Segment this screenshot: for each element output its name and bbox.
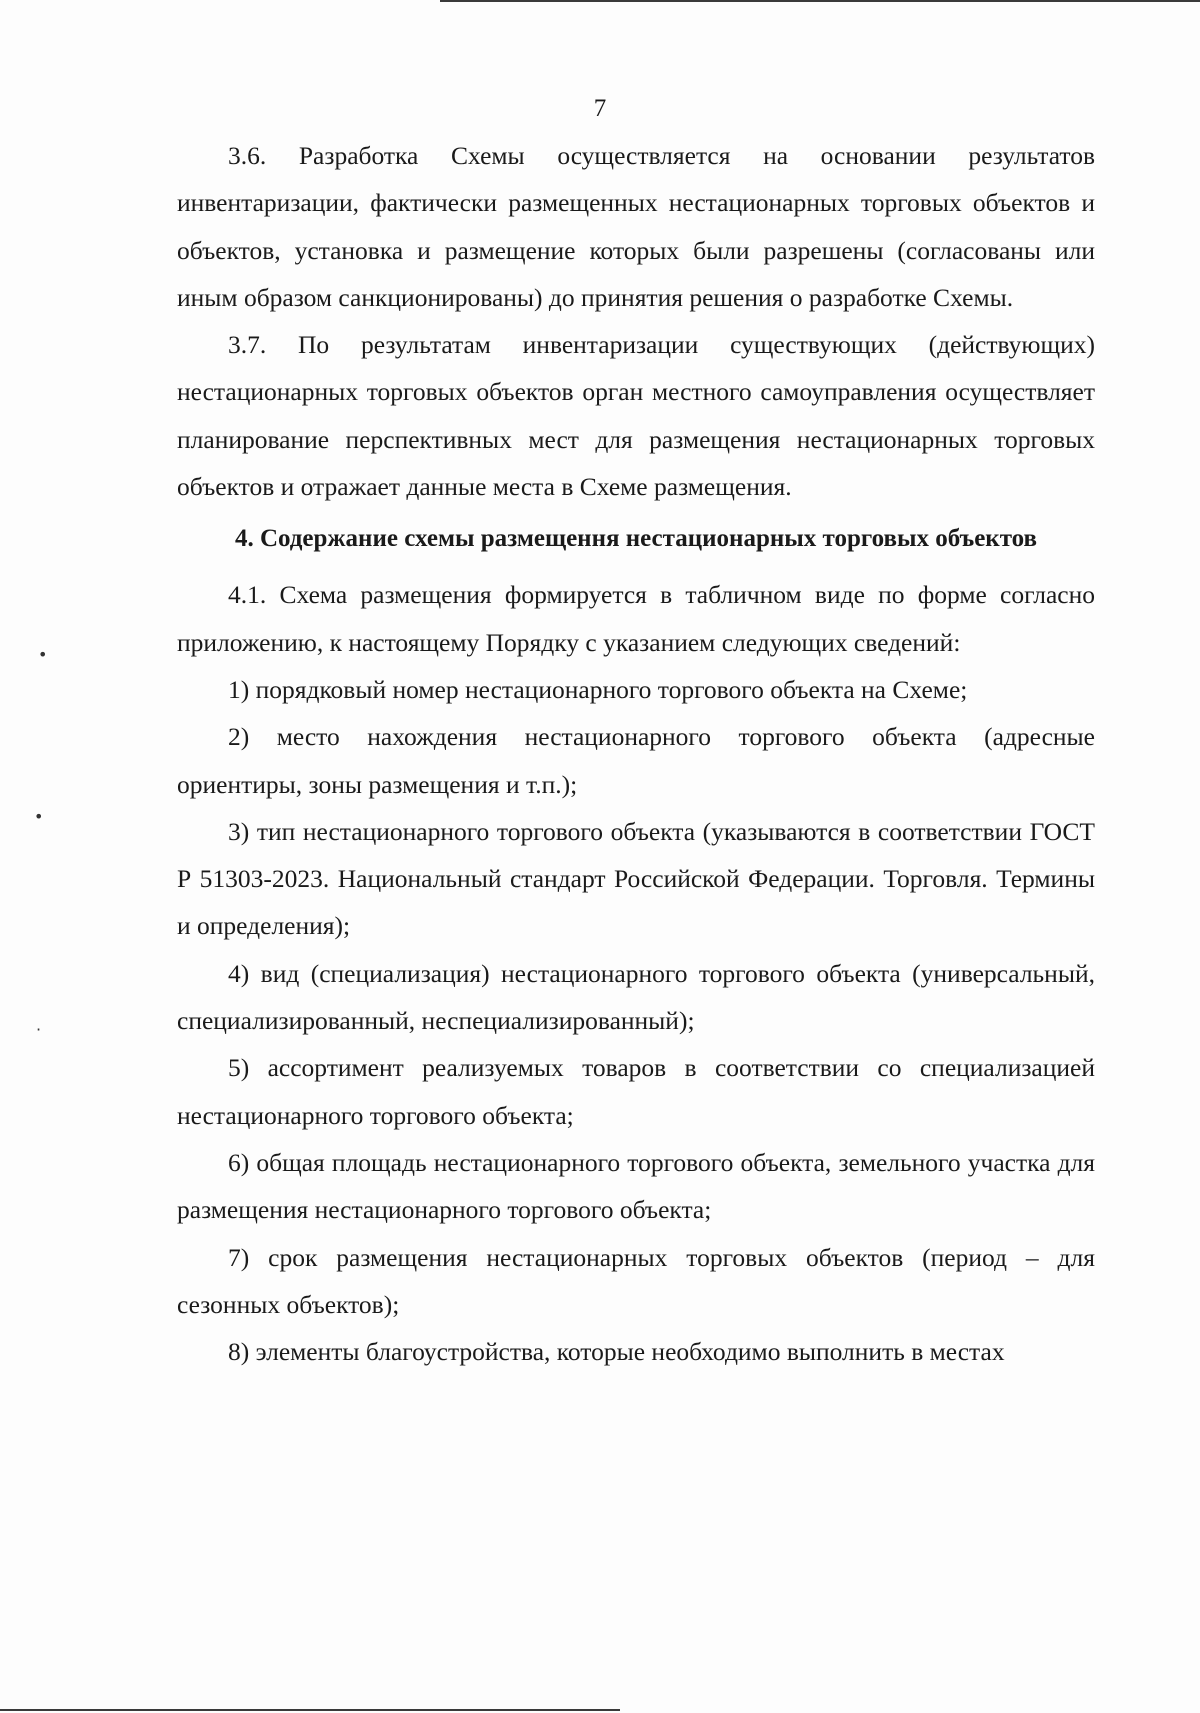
paragraph-3-6: 3.6. Разработка Схемы осуществляется на основании результатов инвентаризации, фактически размещенных нестационарных торговых объектов и объектов, установка и размещение которых были разрешены (согласованы или иным образом санкционированы) до принятия решения о разработке Схемы. [177,141,1095,312]
paragraph-3-7: 3.7. По результатам инвентаризации существующих (действующих) нестационарных торговых объектов орган местного самоуправления осуществляет планирование перспективных мест для размещения нестационарных торговых объектов и отражает данные места в Схеме размещения. [177,330,1095,502]
document-body [177,132,1095,1375]
list-item-4: 4) вид (специализация) нестационарного торгового объекта (универсальный, специализированный, неспециализированный); [177,958,1095,1036]
list-item-8: 8) элементы благоустройства, которые необходимо выполнить в местах [228,1337,1005,1367]
list-item-2: 2) место нахождения нестационарного торгового объекта (адресные ориентиры, зоны размещения и т.п.); [177,722,1095,799]
list-item-1: 1) порядковый номер нестационарного торгового объекта на Схеме; [228,674,968,704]
paragraph-4-1: 4.1. Схема размещения формируется в табличном виде по форме согласно приложению, к настоящему Порядку с указанием следующих сведений: [177,580,1095,657]
section-heading: 4. Содержание схемы размещення нестационарных торговых объектов [234,525,1038,553]
bottom-edge-line [0,1709,620,1711]
scan-speck: • [34,807,44,826]
top-edge-line [440,0,1200,2]
list-item-3: 3) тип нестационарного торгового объекта (указываются в соответствии ГОСТ Р 51303-2023. Национальный стандарт Российской Федерации. Торговля. Термины и определения); [177,816,1095,941]
list-item-7: 7) срок размещения нестационарных торговых объектов (период – для сезонных объектов); [177,1242,1095,1319]
list-item-5: 5) ассортимент реализуемых товаров в соответствии со специализацией нестационарного торгового объекта; [177,1053,1095,1130]
scan-speck: • [38,645,48,664]
page-number: 7 [593,95,607,122]
list-item-6: 6) общая площадь нестационарного торгового объекта, земельного участка для размещения нестационарного торгового объекта; [177,1147,1095,1225]
scan-speck: · [36,1020,42,1039]
